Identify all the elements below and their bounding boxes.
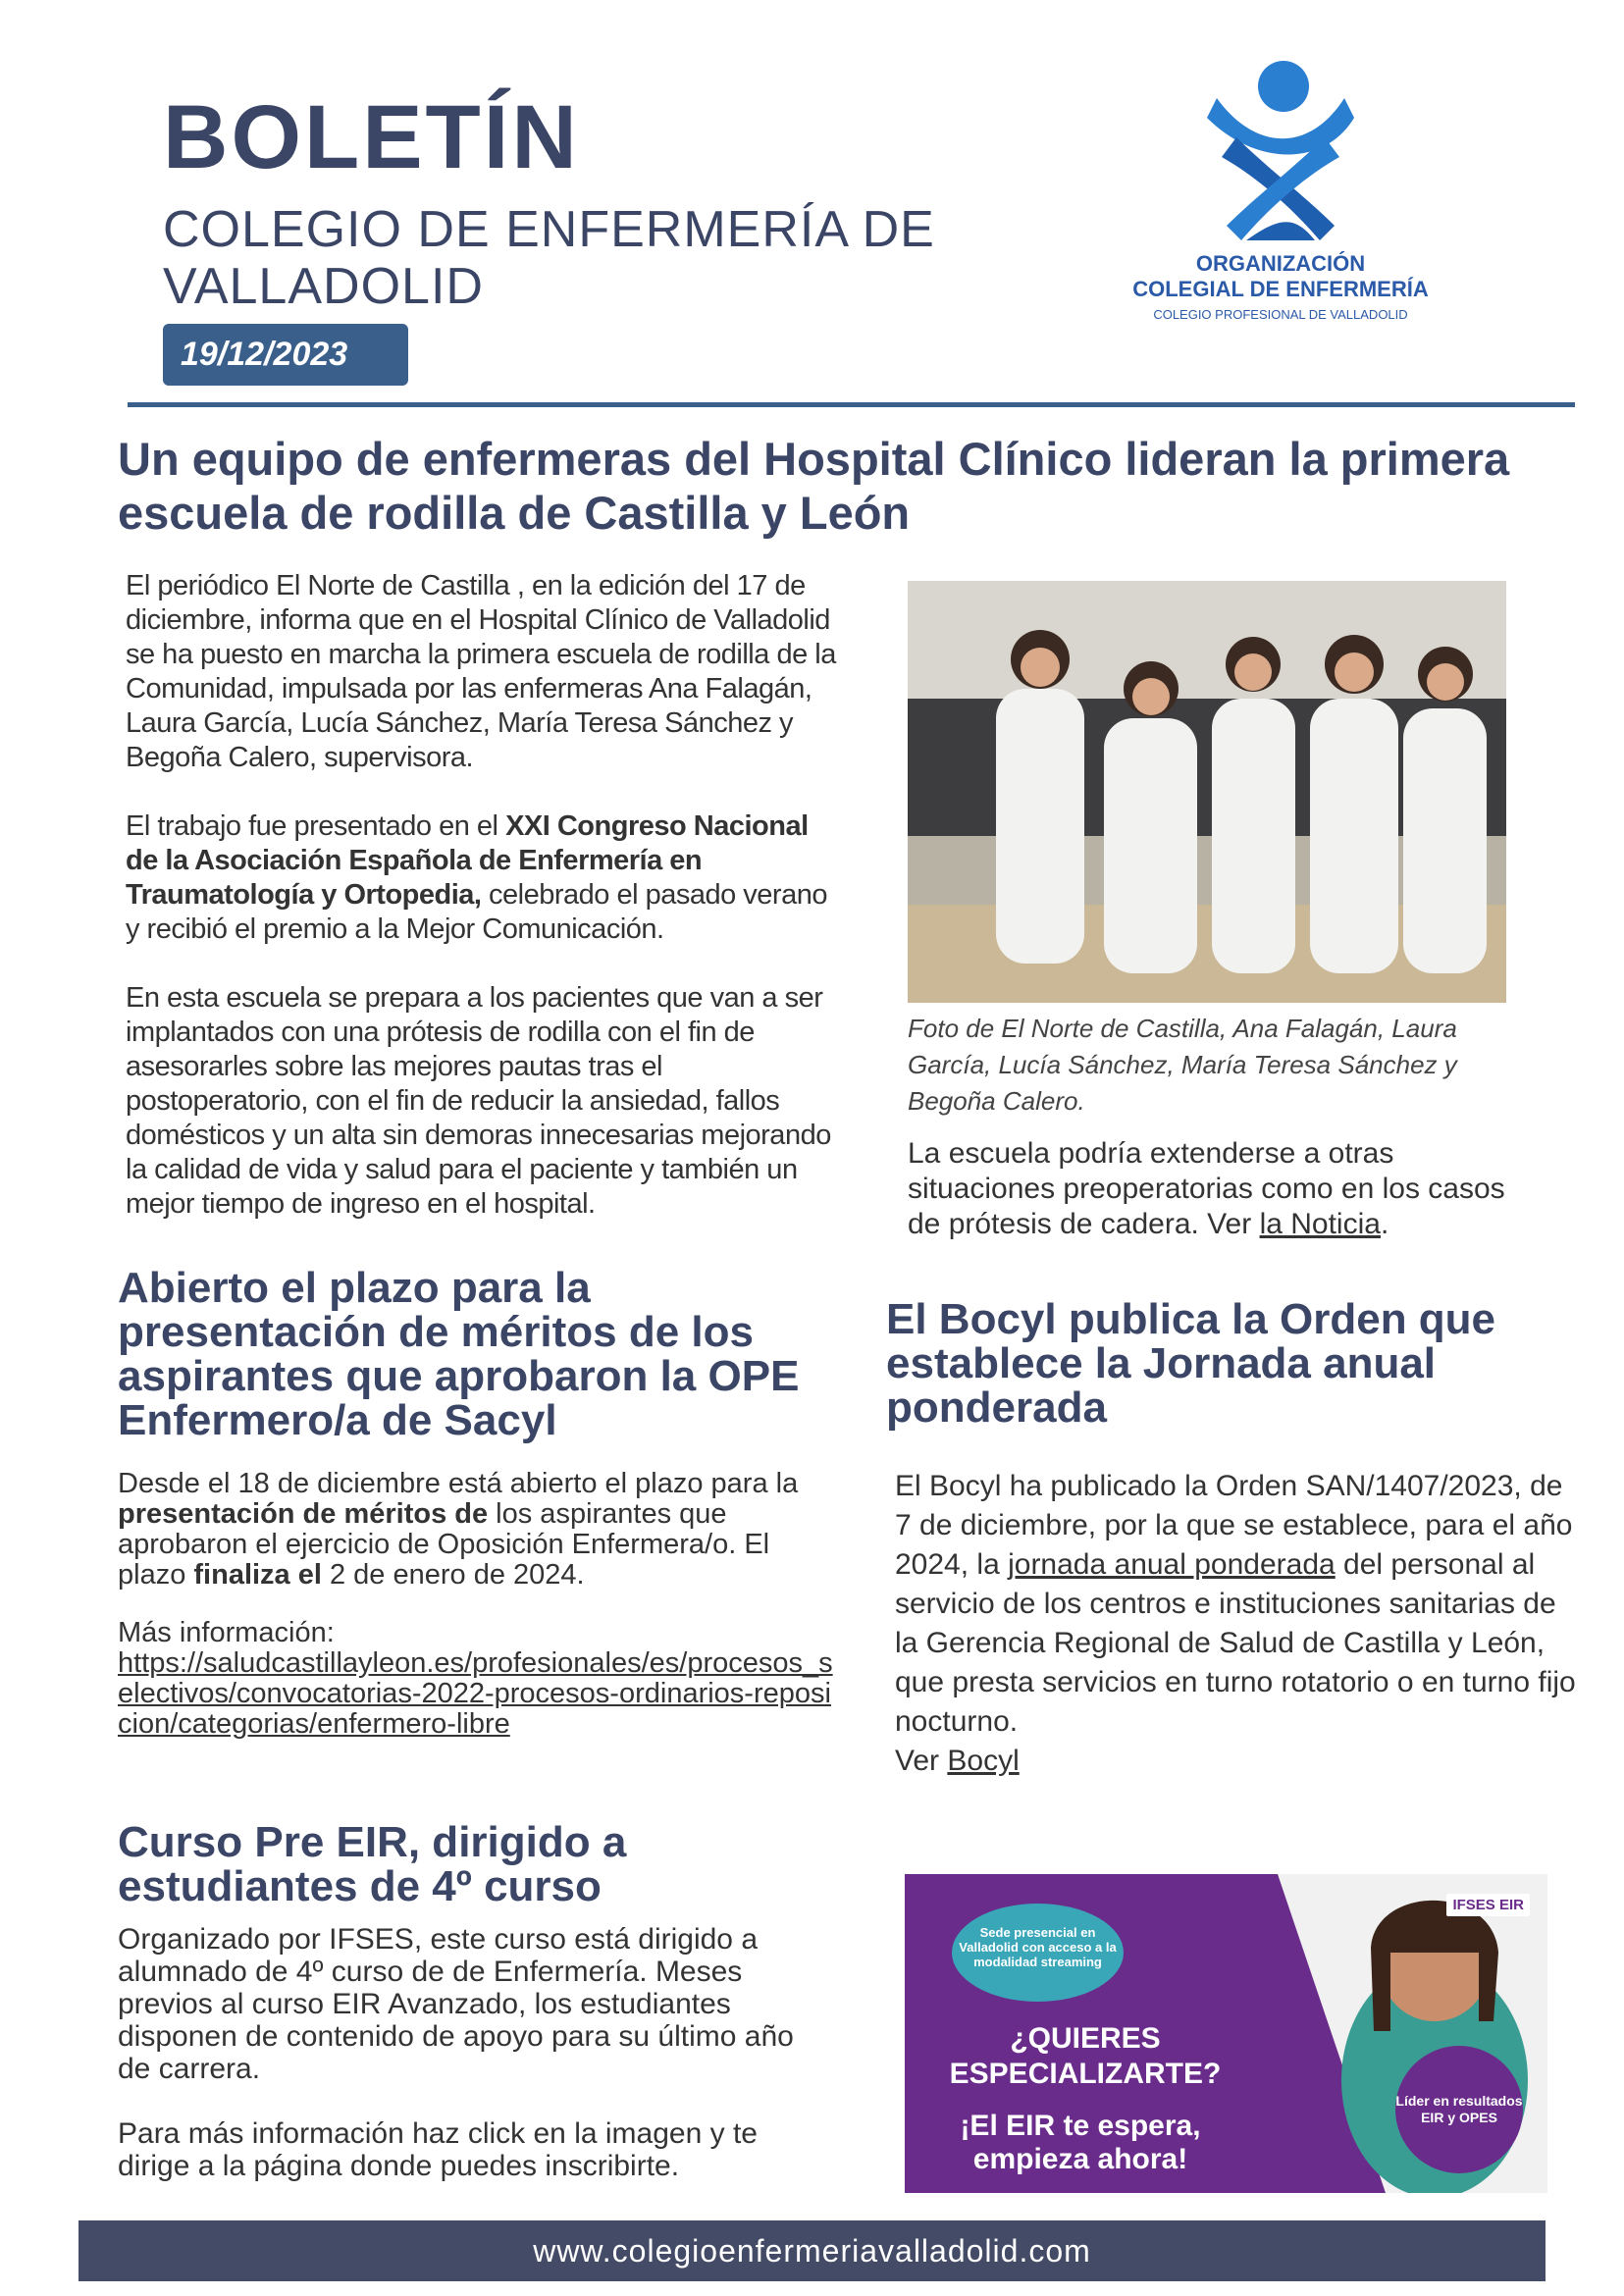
extension-text: La escuela podría extenderse a otras situaciones preoperatorias como en los casos de prótesis de cadera. Ver [908,1137,1505,1240]
merits-text-3: 2 de enero de 2024. [321,1559,585,1591]
logo-line-3: COLEGIO PROFESIONAL DE VALLADOLID [1153,307,1408,322]
ad-slogan: ¡El EIR te espera, empieza ahora! [960,2110,1201,2175]
ad-leader-badge: Líder en resultados EIR y OPES [1395,2046,1523,2173]
organization-logo[interactable] [1119,59,1442,353]
article-1-paragraph-3: En esta escuela se prepara a los pacientes que van a ser implantados con una prótesis de rodilla con el fin de asesorarles sobre las mejores pautas tras el postoperatorio, con el fin de reducir la ansiedad, fallos domésticos y un alta sin demoras innecesarias mejorando la calidad de vida y salud para el paciente y también un mejor tiempo de ingreso en el hospital. [126,982,831,1220]
sacyl-merits-link[interactable]: https://saludcastillayleon.es/profesionales/es/procesos_selectivos/convocatorias-2022-procesos-ordinarios-reposicion/categorias/enfermero-libre [118,1647,833,1740]
bulletin-subtitle: COLEGIO DE ENFERMERÍA DE VALLADOLID [163,201,935,315]
merits-text-2: los aspirantes que aprobaron el ejercicio de Oposición Enfermera/o. El plazo [118,1498,770,1591]
article-1-extension-text [908,1136,1536,1242]
article-2-headline: Abierto el plazo para la presentación de méritos de los aspirantes que aprobaron la OPE Enfermero/a de Sacyl [118,1264,800,1444]
bocyl-see-label: Ver [895,1745,948,1777]
photo-caption: Foto de El Norte de Castilla, Ana Falagán, Laura García, Lucía Sánchez, María Teresa Sánchez y Begoña Calero. [908,1014,1457,1116]
article-4-headline: Curso Pre EIR, dirigido a estudiantes de 4º curso [118,1818,627,1910]
merits-bold-1: presentación de méritos de [118,1498,489,1530]
article-2-paragraph-1 [118,1469,844,1591]
footer-website-url[interactable]: www.colegioenfermeriavalladolid.com [79,2220,1545,2281]
article-1-p2-end: celebrado el pasado verano y recibió el premio a la Mejor Comunicación. [126,879,827,945]
logo-line-1: ORGANIZACIÓN [1195,251,1366,276]
extension-period: . [1380,1208,1389,1240]
ad-question: ¿QUIERES ESPECIALIZARTE? [949,2022,1222,2090]
article-2-body [118,1469,844,1767]
bulletin-title: BOLETÍN [163,87,580,187]
annual-workday-link[interactable]: jornada anual ponderada [1008,1548,1336,1581]
nursing-emblem-icon [1197,59,1364,245]
article-3-body [895,1467,1582,1781]
ad-location-badge: Sede presencial en Valladolid con acceso a la modalidad streaming [952,1904,1124,2002]
bocyl-text-2: del personal al servicio de los centros e instituciones sanitarias de la Gerencia Regional de Salud de Castilla y León, que presta servicios en turno rotatorio o en turno fijo nocturno. [895,1548,1576,1738]
nurses-group-photo [908,581,1506,1003]
merits-text-1: Desde el 18 de diciembre está abierto el plazo para la [118,1468,799,1499]
article-1-headline: Un equipo de enfermeras del Hospital Clínico lideran la primera escuela de rodilla de Castilla y León [118,433,1510,539]
article-1-paragraph-1: El periódico El Norte de Castilla , en la edición del 17 de diciembre, informa que en el Hospital Clínico de Valladolid se ha puesto en marcha la primera escuela de rodilla de la Comunidad, impulsada por las enfermeras Ana Falagán, Laura García, Lucía Sánchez, María Teresa Sánchez y Begoña Calero, supervisora. [126,570,836,773]
article-1-p2-text: El trabajo fue presentado en el [126,810,506,842]
merits-bold-2: finaliza el [193,1559,322,1591]
article-2-more-info [118,1618,844,1740]
article-1-body [126,569,842,1256]
eir-course-ad-banner[interactable] [905,1874,1547,2193]
article-4-body [118,1923,834,2215]
article-1-paragraph-2 [126,809,842,947]
congress-name: XXI Congreso Nacional de la Asociación Española de Enfermería en Traumatología y Ortopedia, [126,810,809,911]
more-info-label: Más información: [118,1617,335,1648]
bocyl-text-1: El Bocyl ha publicado la Orden SAN/1407/2023, de 7 de diciembre, por la que se establece, para el año 2024, la [895,1470,1573,1581]
ifses-brand-logo: IFSES EIR [1446,1894,1530,1916]
article-3-headline: El Bocyl publica la Orden que establece la Jornada anual ponderada [886,1295,1496,1432]
bocyl-link[interactable]: Bocyl [947,1745,1020,1777]
article-4-paragraph-1: Organizado por IFSES, este curso está dirigido a alumnado de 4º curso de de Enfermería. Meses previos al curso EIR Avanzado, los estudiantes disponen de contenido de apoyo para su último año de carrera. [118,1923,794,2085]
news-link[interactable]: la Noticia [1259,1208,1381,1240]
logo-line-2: COLEGIAL DE ENFERMERÍA [1132,277,1429,301]
date-badge: 19/12/2023 [163,324,408,386]
header-divider [128,402,1575,407]
article-4-paragraph-2: Para más información haz click en la imagen y te dirige a la página donde puedes inscribirte. [118,2117,758,2182]
